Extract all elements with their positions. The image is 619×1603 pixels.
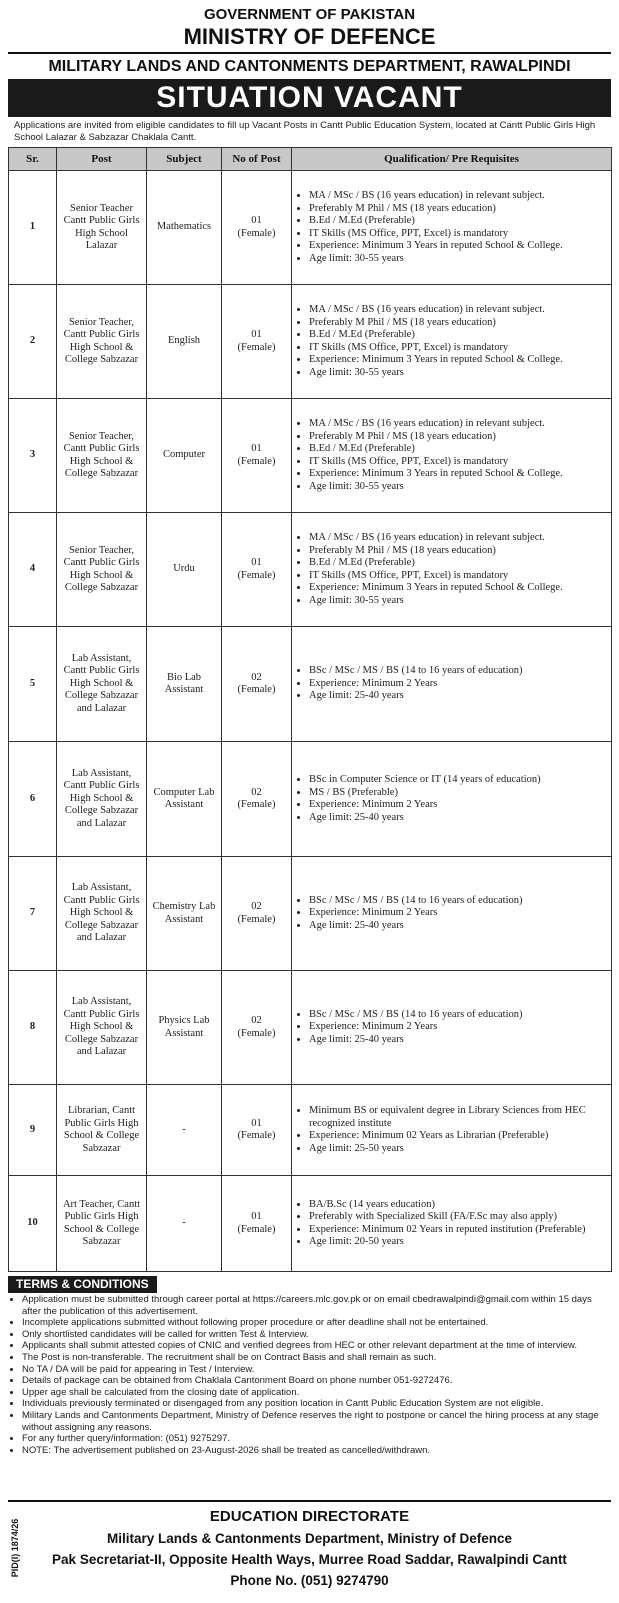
qualification-item: • Experience: Minimum 3 Years in reputed School & College.	[309, 468, 608, 481]
advertisement	[8, 6, 611, 1456]
terms-item: • Upper age shall be calculated from the closing date of application.	[22, 1387, 611, 1399]
post-count: 01	[251, 557, 262, 568]
post-gender: (Female)	[237, 569, 276, 581]
table-row	[9, 399, 612, 513]
row-sr: 3	[9, 399, 57, 513]
qualification-item: • MS / BS (Preferable)	[309, 787, 608, 800]
qualification-item: • MA / MSc / BS (16 years education) in relevant subject.	[309, 190, 608, 203]
footer-phone: Phone No. (051) 9274790	[230, 1573, 389, 1588]
qualification-item: • Age limit: 20-50 years	[309, 1236, 608, 1249]
pid-code	[8, 1507, 22, 1595]
table-row	[9, 627, 612, 742]
row-post: Librarian, Cantt Public Girls High School & College Sabzazar	[57, 1085, 147, 1176]
qualification-item: • Experience: Minimum 3 Years in reputed School & College.	[309, 354, 608, 367]
row-subject: -	[147, 1085, 222, 1176]
table-row	[9, 857, 612, 971]
post-gender: (Female)	[237, 913, 276, 925]
terms-item: • For any further query/information: (051) 9275297.	[22, 1433, 611, 1445]
qualification-item: • Age limit: 25-40 years	[309, 690, 608, 703]
row-qualifications	[292, 742, 612, 857]
row-no-of-post	[222, 285, 292, 399]
row-no-of-post	[222, 399, 292, 513]
qualification-list	[295, 895, 608, 933]
terms-item: • Individuals previously terminated or disengaged from any position location in Cantt Public Education System are not eligible.	[22, 1398, 611, 1410]
table-row	[9, 742, 612, 857]
row-subject: Physics Lab Assistant	[147, 971, 222, 1085]
terms-title: TERMS & CONDITIONS	[8, 1276, 157, 1293]
row-no-of-post	[222, 627, 292, 742]
qualification-item: • Age limit: 25-50 years	[309, 1143, 608, 1156]
qualification-item: • Experience: Minimum 2 Years	[309, 678, 608, 691]
qualification-list	[295, 418, 608, 493]
terms-item: • Incomplete applications submitted without following proper procedure or after deadline shall not be entertained.	[22, 1317, 611, 1329]
row-no-of-post	[222, 857, 292, 971]
qualification-item: • MA / MSc / BS (16 years education) in relevant subject.	[309, 304, 608, 317]
row-post: Art Teacher, Cantt Public Girls High School & College Sabzazar	[57, 1176, 147, 1272]
post-count: 02	[251, 671, 262, 683]
row-no-of-post	[222, 742, 292, 857]
row-subject: Mathematics	[147, 171, 222, 285]
qualification-item: • Experience: Minimum 2 Years	[309, 907, 608, 920]
header-no-of-post: No of Post	[222, 148, 292, 171]
row-sr: 6	[9, 742, 57, 857]
row-subject: English	[147, 285, 222, 399]
row-no-of-post	[222, 971, 292, 1085]
qualification-item: • Preferably M Phil / MS (18 years education)	[309, 203, 608, 216]
row-post: Senior Teacher Cantt Public Girls High School Lalazar	[57, 171, 147, 285]
row-sr: 4	[9, 513, 57, 627]
post-gender: (Female)	[237, 455, 276, 467]
terms-item: • Details of package can be obtained from Chaklala Cantonment Board on phone number 051-9272476.	[22, 1375, 611, 1387]
terms-item: • NOTE: The advertisement published on 23-August-2026 shall be treated as cancelled/withdrawn.	[22, 1445, 611, 1457]
qualification-item: • Age limit: 30-55 years	[309, 481, 608, 494]
row-sr: 2	[9, 285, 57, 399]
qualification-list	[295, 665, 608, 703]
post-count: 02	[251, 786, 262, 798]
qualification-item: • BSc / MSc / MS / BS (14 to 16 years of education)	[309, 1009, 608, 1022]
qualification-item: • IT Skills (MS Office, PPT, Excel) is mandatory	[309, 342, 608, 355]
post-gender: (Female)	[237, 1027, 276, 1039]
terms-item: • Military Lands and Cantonments Department, Ministry of Defence reserves the right to postpone or cancel the hiring process at any stage without assigning any reasons.	[22, 1410, 611, 1433]
table-row	[9, 1176, 612, 1272]
terms-item: • Only shortlisted candidates will be called for written Test & Interview.	[22, 1329, 611, 1341]
post-gender: (Female)	[237, 341, 276, 353]
header-post: Post	[57, 148, 147, 171]
row-qualifications	[292, 627, 612, 742]
qualification-item: • IT Skills (MS Office, PPT, Excel) is mandatory	[309, 228, 608, 241]
row-qualifications	[292, 857, 612, 971]
header-subject: Subject	[147, 148, 222, 171]
table-row	[9, 513, 612, 627]
qualification-item: • Age limit: 25-40 years	[309, 920, 608, 933]
footer-address: Pak Secretariat-II, Opposite Health Ways, Murree Road Saddar, Rawalpindi Cantt	[52, 1552, 567, 1567]
vacancy-table	[8, 147, 612, 1272]
footer-department: Military Lands & Cantonments Department, Ministry of Defence	[106, 1531, 513, 1546]
qualification-item: • Experience: Minimum 02 Years as Librarian (Preferable)	[309, 1130, 608, 1143]
header-government: GOVERNMENT OF PAKISTAN	[203, 6, 416, 23]
qualification-list	[295, 774, 608, 824]
qualification-list	[295, 190, 608, 265]
qualification-list	[295, 1105, 608, 1155]
row-sr: 5	[9, 627, 57, 742]
post-count: 01	[251, 1117, 262, 1129]
post-gender: (Female)	[237, 684, 276, 695]
table-row	[9, 171, 612, 285]
row-qualifications	[292, 285, 612, 399]
row-qualifications	[292, 971, 612, 1085]
qualification-item: • Age limit: 25-40 years	[309, 1034, 608, 1047]
row-subject: Computer Lab Assistant	[147, 742, 222, 857]
row-subject: Bio Lab Assistant	[147, 627, 222, 742]
table-row	[9, 1085, 612, 1176]
row-sr: 1	[9, 171, 57, 285]
intro-text: Applications are invited from eligible candidates to fill up Vacant Posts in Cantt Public Education System, located at Cantt Public Girls High School Lalazar & Sabzazar Chaklala Cantt.	[14, 120, 596, 143]
row-qualifications	[292, 171, 612, 285]
qualification-item: • IT Skills (MS Office, PPT, Excel) is mandatory	[309, 456, 608, 469]
post-count: 02	[251, 1015, 262, 1026]
qualification-item: • MA / MSc / BS (16 years education) in relevant subject.	[309, 532, 608, 545]
qualification-list	[295, 1199, 608, 1249]
row-post: Senior Teacher, Cantt Public Girls High School & College Sabzazar	[57, 513, 147, 627]
row-post: Lab Assistant, Cantt Public Girls High School & College Sabzazar and Lalazar	[57, 971, 147, 1085]
qualification-item: • BA/B.Sc (14 years education)	[309, 1199, 608, 1212]
qualification-item: • IT Skills (MS Office, PPT, Excel) is mandatory	[309, 570, 608, 583]
qualification-item: • B.Ed / M.Ed (Preferable)	[309, 329, 608, 342]
header-divider	[8, 52, 611, 54]
terms-item: • No TA / DA will be paid for appearing in Test / Interview.	[22, 1364, 611, 1376]
qualification-item: • Age limit: 25-40 years	[309, 812, 608, 825]
terms-item: • The Post is non-transferable. The recruitment shall be on Contract Basis and shall remain as such.	[22, 1352, 611, 1364]
qualification-item: • B.Ed / M.Ed (Preferable)	[309, 557, 608, 570]
post-count: 01	[251, 1211, 262, 1222]
row-no-of-post	[222, 1176, 292, 1272]
qualification-item: • Experience: Minimum 2 Years	[309, 799, 608, 812]
qualification-item: • BSc / MSc / MS / BS (14 to 16 years of education)	[309, 895, 608, 908]
row-post: Lab Assistant, Cantt Public Girls High School & College Sabzazar and Lalazar	[57, 627, 147, 742]
qualification-item: • BSc / MSc / MS / BS (14 to 16 years of education)	[309, 665, 608, 678]
qualification-item: • B.Ed / M.Ed (Preferable)	[309, 443, 608, 456]
footer	[8, 1500, 611, 1599]
post-gender: (Female)	[237, 1223, 276, 1235]
header-sr: Sr.	[9, 148, 57, 171]
qualification-item: • MA / MSc / BS (16 years education) in relevant subject.	[309, 418, 608, 431]
qualification-item: • Experience: Minimum 3 Years in reputed School & College.	[309, 582, 608, 595]
row-subject: Urdu	[147, 513, 222, 627]
pid-label: PID(I) 1874/26	[10, 1518, 20, 1578]
qualification-item: • Experience: Minimum 3 Years in reputed School & College.	[309, 240, 608, 253]
terms-item: • Application must be submitted through career portal at https://careers.mlc.gov.pk or on email cbedrawalpindi@gmail.com within 15 days after the publication of this advertisement.	[22, 1294, 611, 1317]
qualification-list	[295, 532, 608, 607]
row-post: Senior Teacher, Cantt Public Girls High School & College Sabzazar	[57, 285, 147, 399]
qualification-item: • BSc in Computer Science or IT (14 years of education)	[309, 774, 608, 787]
table-header-row	[9, 148, 612, 171]
row-sr: 10	[9, 1176, 57, 1272]
terms-item: • Applicants shall submit attested copies of CNIC and verified degrees from HEC or other relevant department at the time of interview.	[22, 1340, 611, 1352]
row-no-of-post	[222, 1085, 292, 1176]
post-gender: (Female)	[237, 227, 276, 239]
row-qualifications	[292, 1176, 612, 1272]
post-gender: (Female)	[237, 1130, 276, 1141]
qualification-list	[295, 1009, 608, 1047]
row-qualifications	[292, 399, 612, 513]
row-post: Senior Teacher, Cantt Public Girls High School & College Sabzazar	[57, 399, 147, 513]
header-qualification: Qualification/ Pre Requisites	[292, 148, 612, 171]
table-row	[9, 285, 612, 399]
post-gender: (Female)	[237, 799, 276, 810]
qualification-item: • Age limit: 30-55 years	[309, 253, 608, 266]
row-subject: -	[147, 1176, 222, 1272]
qualification-item: • Preferably M Phil / MS (18 years education)	[309, 545, 608, 558]
header-department: MILITARY LANDS AND CANTONMENTS DEPARTMENT, RAWALPINDI	[48, 58, 571, 75]
row-no-of-post	[222, 171, 292, 285]
row-qualifications	[292, 513, 612, 627]
terms-list	[8, 1294, 611, 1456]
row-sr: 8	[9, 971, 57, 1085]
row-post: Lab Assistant, Cantt Public Girls High School & College Sabzazar and Lalazar	[57, 857, 147, 971]
row-sr: 7	[9, 857, 57, 971]
situation-vacant-banner: SITUATION VACANT	[8, 79, 611, 117]
row-post: Lab Assistant, Cantt Public Girls High School & College Sabzazar and Lalazar	[57, 742, 147, 857]
header-ministry: MINISTRY OF DEFENCE	[183, 24, 436, 49]
post-count: 01	[251, 215, 262, 226]
post-count: 01	[251, 443, 262, 454]
qualification-item: • Age limit: 30-55 years	[309, 595, 608, 608]
qualification-item: • B.Ed / M.Ed (Preferable)	[309, 215, 608, 228]
qualification-item: • Minimum BS or equivalent degree in Library Sciences from HEC recognized institute	[309, 1105, 608, 1130]
qualification-item: • Preferably with Specialized Skill (FA/F.Sc may also apply)	[309, 1211, 608, 1224]
footer-directorate: EDUCATION DIRECTORATE	[209, 1508, 410, 1525]
row-subject: Computer	[147, 399, 222, 513]
post-count: 02	[251, 901, 262, 912]
qualification-item: • Experience: Minimum 02 Years in reputed institution (Preferable)	[309, 1224, 608, 1237]
qualification-item: • Age limit: 30-55 years	[309, 367, 608, 380]
post-count: 01	[251, 329, 262, 340]
row-subject: Chemistry Lab Assistant	[147, 857, 222, 971]
table-row	[9, 971, 612, 1085]
row-no-of-post	[222, 513, 292, 627]
qualification-item: • Experience: Minimum 2 Years	[309, 1021, 608, 1034]
qualification-list	[295, 304, 608, 379]
qualification-item: • Preferably M Phil / MS (18 years education)	[309, 431, 608, 444]
row-qualifications	[292, 1085, 612, 1176]
qualification-item: • Preferably M Phil / MS (18 years education)	[309, 317, 608, 330]
row-sr: 9	[9, 1085, 57, 1176]
